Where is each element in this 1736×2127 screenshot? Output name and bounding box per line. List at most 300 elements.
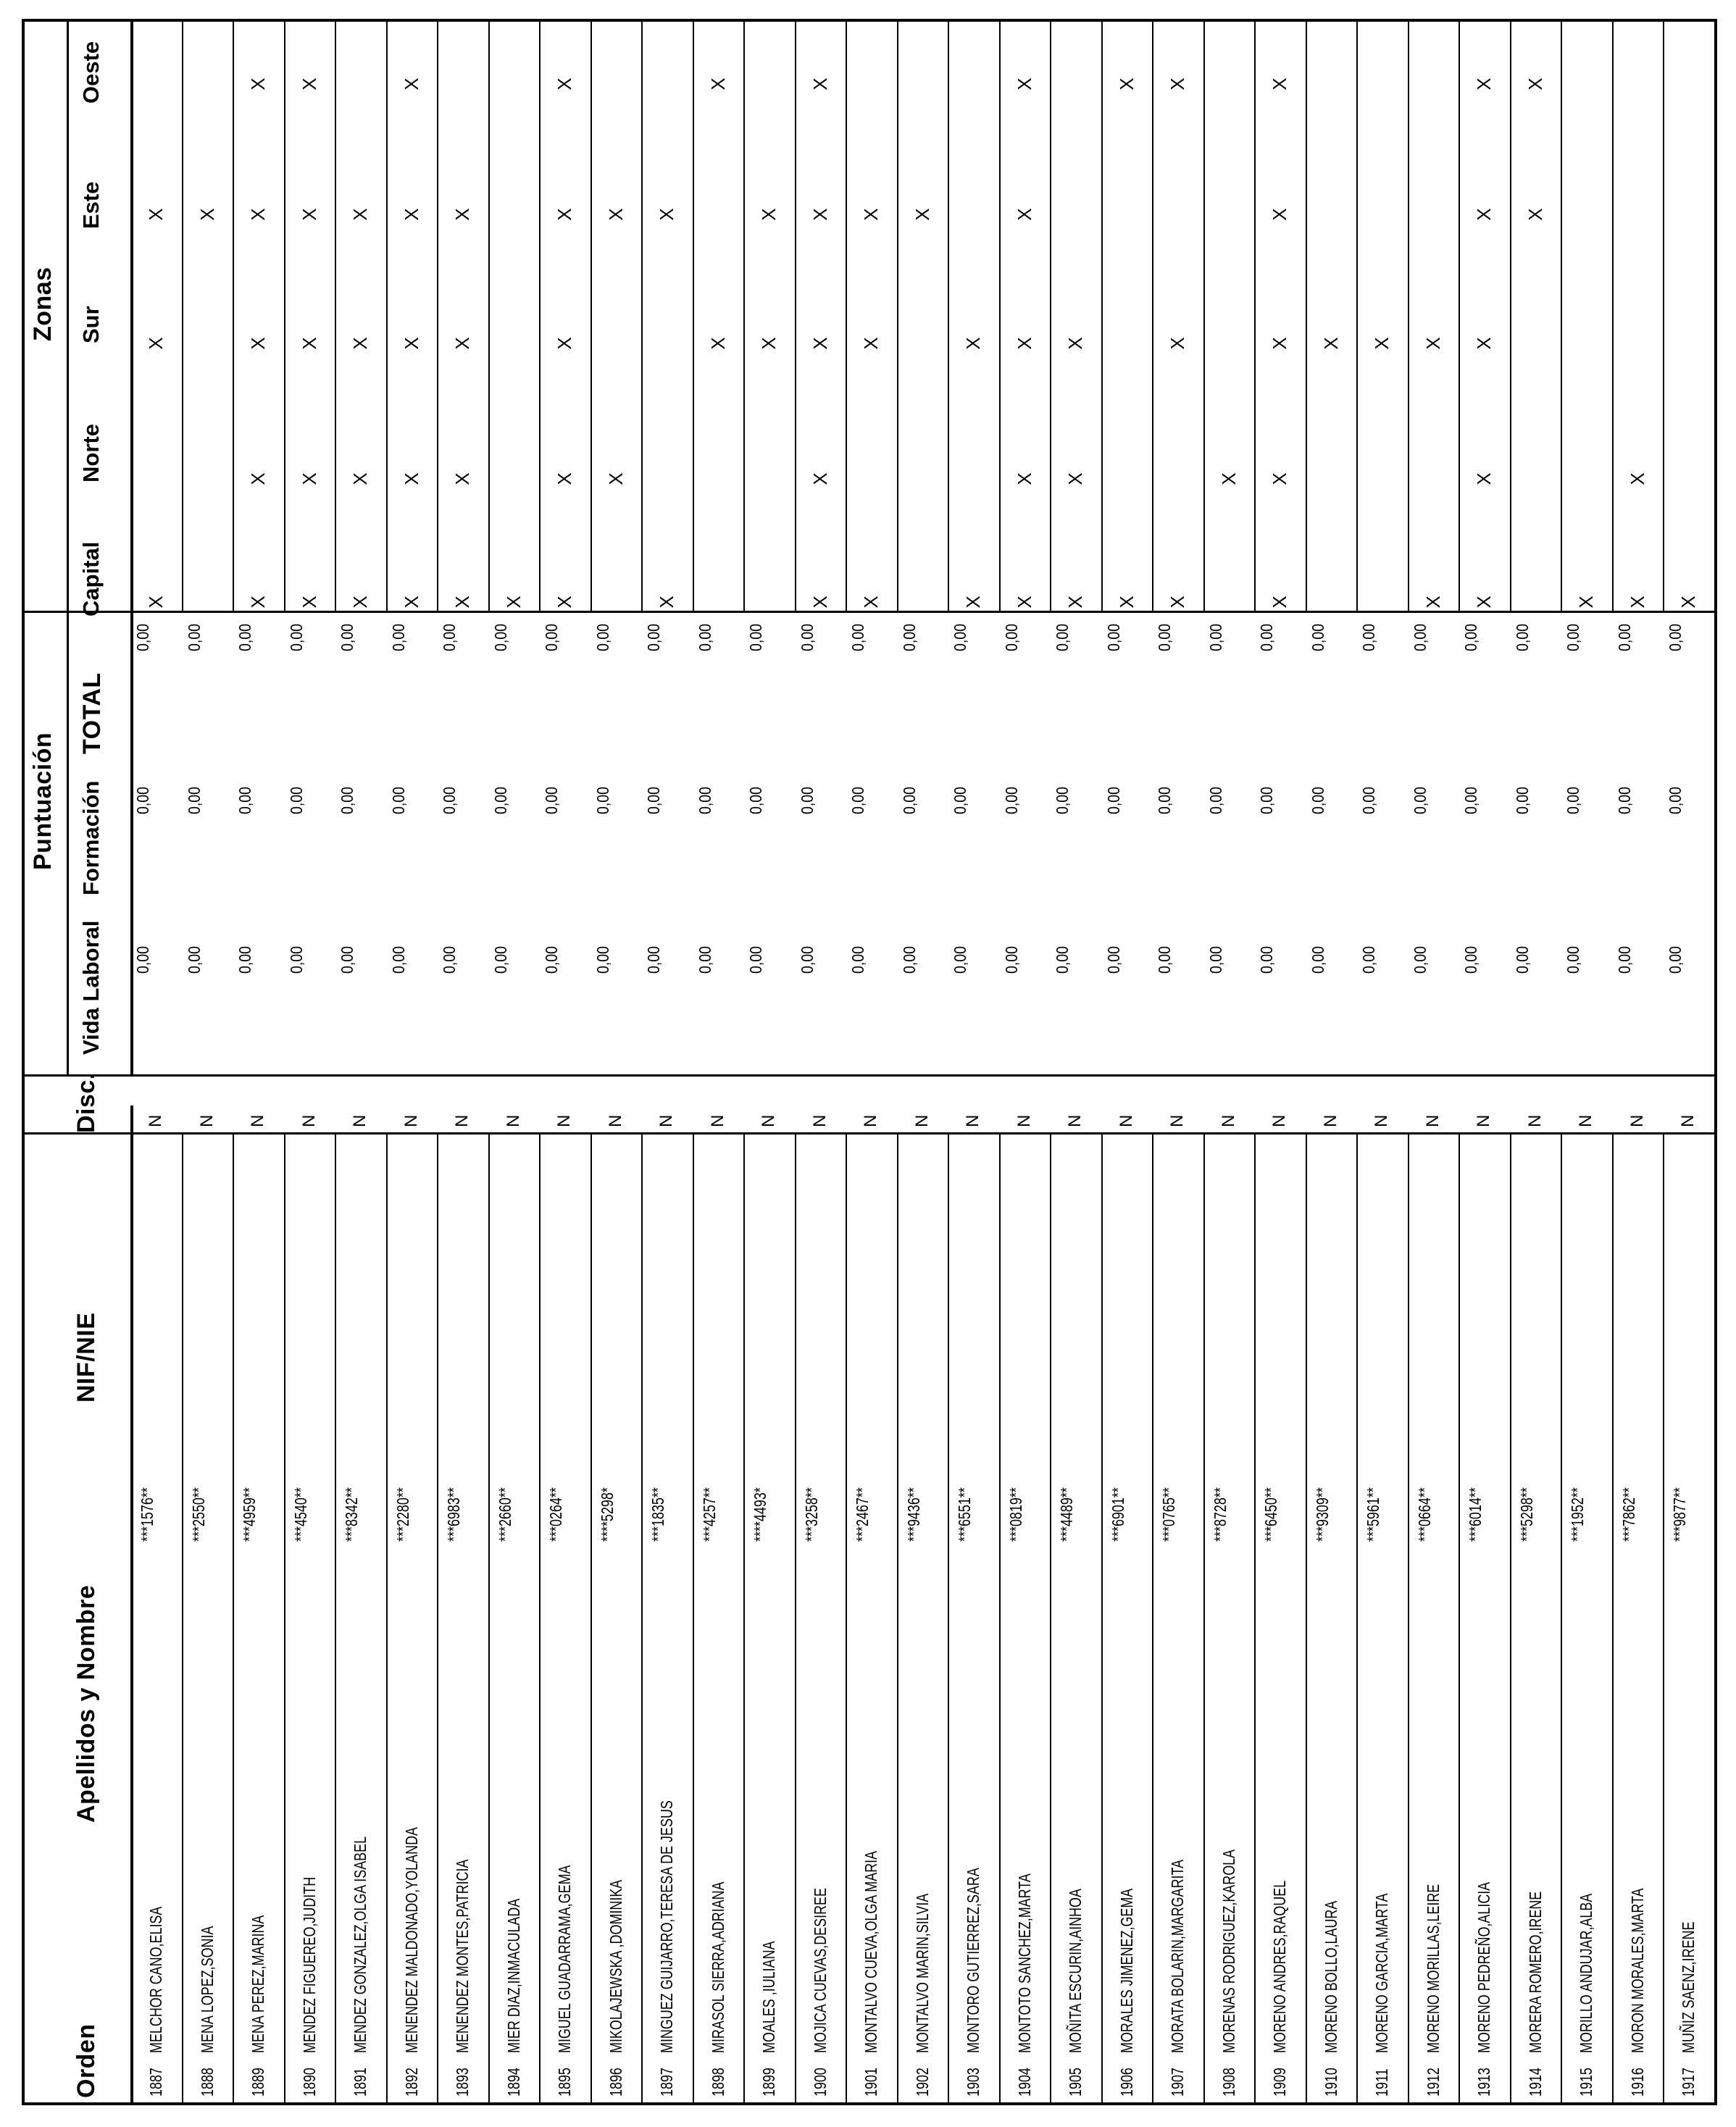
puntuacion-underline bbox=[67, 613, 69, 1077]
header-nif: NIF/NIE bbox=[72, 1312, 100, 1403]
row-disc: N bbox=[452, 1114, 472, 1127]
row-separator bbox=[1050, 1134, 1051, 2105]
row-vida-laboral: 0,00 bbox=[1512, 946, 1532, 974]
row-nombre: MENDEZ FIGUEREO,JUDITH bbox=[299, 1876, 319, 2053]
row-separator bbox=[1254, 19, 1256, 613]
row-formacion: 0,00 bbox=[388, 787, 408, 815]
row-formacion: 0,00 bbox=[286, 787, 306, 815]
row-vida-laboral: 0,00 bbox=[695, 946, 714, 974]
row-zona-sur: X bbox=[1167, 337, 1189, 350]
row-total: 0,00 bbox=[133, 624, 153, 652]
row-vida-laboral: 0,00 bbox=[1053, 946, 1072, 974]
row-separator bbox=[1356, 1134, 1358, 2105]
row-formacion: 0,00 bbox=[848, 787, 868, 815]
row-vida-laboral: 0,00 bbox=[1666, 946, 1685, 974]
row-total: 0,00 bbox=[491, 624, 510, 652]
row-zona-capital: X bbox=[349, 596, 372, 609]
row-separator bbox=[335, 19, 336, 613]
row-nif: ***2467** bbox=[853, 1487, 872, 1542]
row-nombre: MIER DIAZ,INMACULADA bbox=[504, 1898, 523, 2053]
row-total: 0,00 bbox=[1666, 624, 1685, 652]
row-separator bbox=[1663, 19, 1664, 613]
row-disc: N bbox=[963, 1114, 983, 1127]
row-vida-laboral: 0,00 bbox=[184, 946, 204, 974]
row-vida-laboral: 0,00 bbox=[1206, 946, 1225, 974]
row-formacion: 0,00 bbox=[133, 787, 153, 815]
row-separator bbox=[1203, 19, 1205, 613]
row-separator bbox=[386, 19, 388, 613]
row-total: 0,00 bbox=[1461, 624, 1481, 652]
row-disc: N bbox=[350, 1114, 370, 1127]
row-nombre: MORENO ANDRES,RAQUEL bbox=[1270, 1880, 1290, 2053]
row-orden: 1905 bbox=[1066, 2068, 1085, 2097]
row-nif: ***0765** bbox=[1159, 1487, 1179, 1542]
row-separator bbox=[284, 1134, 285, 2105]
row-separator bbox=[1050, 19, 1051, 613]
row-zona-capital: X bbox=[1473, 596, 1495, 609]
header-sur: Sur bbox=[78, 306, 104, 343]
row-zona-capital: X bbox=[1269, 596, 1291, 609]
row-formacion: 0,00 bbox=[1410, 787, 1430, 815]
row-vida-laboral: 0,00 bbox=[1564, 946, 1583, 974]
row-zona-sur: X bbox=[706, 337, 729, 350]
row-zona-este: X bbox=[554, 208, 576, 221]
row-zona-capital: X bbox=[247, 596, 270, 609]
row-nif: ***2660** bbox=[495, 1487, 514, 1542]
row-separator bbox=[539, 19, 541, 613]
row-zona-este: X bbox=[809, 208, 831, 221]
row-nombre: MONTALVO CUEVA,OLGA MARIA bbox=[861, 1850, 881, 2053]
row-zona-este: X bbox=[656, 208, 678, 221]
row-vida-laboral: 0,00 bbox=[848, 946, 868, 974]
row-vida-laboral: 0,00 bbox=[388, 946, 408, 974]
row-formacion: 0,00 bbox=[1666, 787, 1685, 815]
row-zona-este: X bbox=[349, 208, 372, 221]
row-formacion: 0,00 bbox=[1359, 787, 1379, 815]
row-disc: N bbox=[1014, 1114, 1034, 1127]
row-vida-laboral: 0,00 bbox=[1410, 946, 1430, 974]
row-separator bbox=[284, 19, 285, 613]
row-disc: N bbox=[1372, 1114, 1392, 1127]
row-separator bbox=[591, 1134, 592, 2105]
row-orden: 1892 bbox=[401, 2068, 421, 2097]
row-disc: N bbox=[146, 1114, 166, 1127]
row-vida-laboral: 0,00 bbox=[133, 946, 153, 974]
row-total: 0,00 bbox=[1564, 624, 1583, 652]
row-vida-laboral: 0,00 bbox=[1359, 946, 1379, 974]
row-orden: 1891 bbox=[351, 2068, 370, 2097]
row-zona-este: X bbox=[1473, 208, 1495, 221]
row-disc: N bbox=[759, 1114, 779, 1127]
row-nif: ***2280** bbox=[393, 1487, 412, 1542]
row-total: 0,00 bbox=[1308, 624, 1327, 652]
row-separator bbox=[846, 19, 847, 613]
row-formacion: 0,00 bbox=[338, 787, 357, 815]
row-disc: N bbox=[401, 1114, 421, 1127]
row-zona-sur: X bbox=[247, 337, 270, 350]
row-total: 0,00 bbox=[184, 624, 204, 652]
row-formacion: 0,00 bbox=[1614, 787, 1634, 815]
row-vida-laboral: 0,00 bbox=[1614, 946, 1634, 974]
row-orden: 1908 bbox=[1219, 2068, 1238, 2097]
row-orden: 1910 bbox=[1321, 2068, 1340, 2097]
row-nombre: MENA PEREZ,MARINA bbox=[249, 1915, 268, 2053]
row-formacion: 0,00 bbox=[746, 787, 766, 815]
row-nif: ***6014** bbox=[1466, 1487, 1485, 1542]
row-zona-sur: X bbox=[400, 337, 422, 350]
row-zona-sur: X bbox=[962, 337, 985, 350]
row-formacion: 0,00 bbox=[593, 787, 612, 815]
row-orden: 1895 bbox=[555, 2068, 575, 2097]
row-zona-oeste: X bbox=[247, 78, 270, 91]
row-nombre: MIRASOL SIERRA,ADRIANA bbox=[708, 1881, 727, 2053]
header-este: Este bbox=[78, 181, 104, 229]
row-disc: N bbox=[1320, 1114, 1340, 1127]
row-disc: N bbox=[196, 1114, 217, 1127]
row-disc: N bbox=[1065, 1114, 1085, 1127]
row-nombre: MORERA ROMERO,IRENE bbox=[1525, 1891, 1545, 2053]
row-zona-este: X bbox=[247, 208, 270, 221]
row-zona-sur: X bbox=[1473, 337, 1495, 350]
header-apellidos: Apellidos y Nombre bbox=[72, 1584, 100, 1823]
row-separator bbox=[743, 1134, 745, 2105]
row-formacion: 0,00 bbox=[695, 787, 714, 815]
row-disc: N bbox=[1627, 1114, 1647, 1127]
row-vida-laboral: 0,00 bbox=[440, 946, 459, 974]
row-zona-capital: X bbox=[962, 596, 985, 609]
row-nombre: MORENAS RODRIGUEZ,KAROLA bbox=[1219, 1849, 1238, 2053]
row-total: 0,00 bbox=[848, 624, 868, 652]
row-separator bbox=[539, 1134, 541, 2105]
row-zona-capital: X bbox=[1167, 596, 1189, 609]
row-separator bbox=[1101, 19, 1103, 613]
row-total: 0,00 bbox=[1614, 624, 1634, 652]
border-top bbox=[22, 19, 25, 2105]
row-orden: 1901 bbox=[861, 2068, 881, 2097]
row-formacion: 0,00 bbox=[951, 787, 970, 815]
row-vida-laboral: 0,00 bbox=[1103, 946, 1123, 974]
row-formacion: 0,00 bbox=[1461, 787, 1481, 815]
row-separator bbox=[182, 1134, 183, 2105]
row-vida-laboral: 0,00 bbox=[1001, 946, 1021, 974]
row-nombre: MELCHOR CANO,ELISA bbox=[146, 1906, 166, 2053]
row-disc: N bbox=[299, 1114, 319, 1127]
row-total: 0,00 bbox=[1155, 624, 1174, 652]
row-separator bbox=[1612, 19, 1614, 613]
row-zona-sur: X bbox=[860, 337, 882, 350]
row-separator bbox=[1408, 1134, 1409, 2105]
row-total: 0,00 bbox=[899, 624, 919, 652]
row-zona-sur: X bbox=[1269, 337, 1291, 350]
row-separator bbox=[948, 19, 949, 613]
row-vida-laboral: 0,00 bbox=[235, 946, 255, 974]
row-separator bbox=[1561, 1134, 1562, 2105]
row-orden: 1912 bbox=[1423, 2068, 1443, 2097]
row-total: 0,00 bbox=[1410, 624, 1430, 652]
row-zona-oeste: X bbox=[706, 78, 729, 91]
row-disc: N bbox=[605, 1114, 625, 1127]
row-nif: ***2550** bbox=[188, 1487, 208, 1542]
row-separator bbox=[1561, 19, 1562, 613]
row-separator bbox=[1510, 19, 1511, 613]
row-total: 0,00 bbox=[1206, 624, 1225, 652]
row-nombre: MORENO BOLLO,LAURA bbox=[1321, 1900, 1340, 2053]
row-orden: 1913 bbox=[1474, 2068, 1494, 2097]
row-zona-capital: X bbox=[1677, 596, 1700, 609]
border-bottom bbox=[1714, 19, 1717, 2105]
row-total: 0,00 bbox=[695, 624, 714, 652]
row-nif: ***4959** bbox=[240, 1487, 259, 1542]
row-disc: N bbox=[1422, 1114, 1443, 1127]
row-total: 0,00 bbox=[1512, 624, 1532, 652]
row-orden: 1888 bbox=[197, 2068, 217, 2097]
row-formacion: 0,00 bbox=[184, 787, 204, 815]
row-zona-norte: X bbox=[809, 472, 831, 485]
row-zona-sur: X bbox=[809, 337, 831, 350]
row-orden: 1902 bbox=[912, 2068, 932, 2097]
row-zona-capital: X bbox=[1064, 596, 1087, 609]
row-zona-capital: X bbox=[1575, 596, 1598, 609]
row-separator bbox=[1356, 19, 1358, 613]
row-disc: N bbox=[861, 1114, 881, 1127]
row-total: 0,00 bbox=[440, 624, 459, 652]
row-nif: ***4257** bbox=[699, 1487, 719, 1542]
row-nif: ***8728** bbox=[1210, 1487, 1230, 1542]
row-disc: N bbox=[809, 1114, 830, 1127]
row-formacion: 0,00 bbox=[1257, 787, 1277, 815]
row-zona-norte: X bbox=[554, 472, 576, 485]
zonas-underline bbox=[67, 19, 69, 613]
row-orden: 1911 bbox=[1372, 2068, 1392, 2097]
row-zona-capital: X bbox=[400, 596, 422, 609]
row-zona-este: X bbox=[298, 208, 320, 221]
row-zona-sur: X bbox=[1371, 337, 1393, 350]
row-nif: ***5298** bbox=[1516, 1487, 1536, 1542]
row-zona-norte: X bbox=[604, 472, 627, 485]
row-separator bbox=[693, 1134, 694, 2105]
row-zona-norte: X bbox=[298, 472, 320, 485]
header-norte: Norte bbox=[78, 424, 104, 482]
row-zona-este: X bbox=[145, 208, 167, 221]
row-zona-sur: X bbox=[1013, 337, 1035, 350]
divider-nif-disc bbox=[22, 1132, 1714, 1134]
row-disc: N bbox=[503, 1114, 523, 1127]
row-orden: 1896 bbox=[606, 2068, 625, 2097]
row-zona-sur: X bbox=[451, 337, 474, 350]
row-separator bbox=[488, 19, 490, 613]
row-zona-este: X bbox=[860, 208, 882, 221]
row-disc: N bbox=[248, 1114, 268, 1127]
row-zona-sur: X bbox=[554, 337, 576, 350]
row-formacion: 0,00 bbox=[1001, 787, 1021, 815]
row-total: 0,00 bbox=[746, 624, 766, 652]
row-separator bbox=[795, 1134, 796, 2105]
row-zona-este: X bbox=[1269, 208, 1291, 221]
row-disc: N bbox=[1678, 1114, 1698, 1127]
row-vida-laboral: 0,00 bbox=[644, 946, 664, 974]
row-disc: N bbox=[707, 1114, 727, 1127]
row-nif: ***9436** bbox=[904, 1487, 923, 1542]
row-total: 0,00 bbox=[1257, 624, 1277, 652]
row-nombre: MORATA BOLARIN,MARGARITA bbox=[1168, 1859, 1188, 2053]
row-zona-norte: X bbox=[400, 472, 422, 485]
row-nombre: MIGUEL GUADARRAMA,GEMA bbox=[555, 1865, 575, 2053]
row-separator bbox=[1306, 19, 1307, 613]
row-vida-laboral: 0,00 bbox=[1155, 946, 1174, 974]
row-zona-sur: X bbox=[1422, 337, 1444, 350]
header-puntuacion: Puntuación bbox=[29, 732, 57, 870]
row-nombre: MIKOLAJEWSKA ,DOMINIKA bbox=[606, 1879, 625, 2053]
row-zona-este: X bbox=[911, 208, 933, 221]
row-zona-oeste: X bbox=[1269, 78, 1291, 91]
row-separator bbox=[795, 19, 796, 613]
row-zona-norte: X bbox=[451, 472, 474, 485]
row-nif: ***7862** bbox=[1619, 1487, 1638, 1542]
row-formacion: 0,00 bbox=[1155, 787, 1174, 815]
row-total: 0,00 bbox=[644, 624, 664, 652]
row-nombre: MENDEZ GONZALEZ,OLGA ISABEL bbox=[351, 1836, 370, 2053]
row-separator bbox=[846, 1134, 847, 2105]
row-total: 0,00 bbox=[593, 624, 612, 652]
row-zona-capital: X bbox=[1422, 596, 1444, 609]
row-vida-laboral: 0,00 bbox=[542, 946, 562, 974]
row-orden: 1906 bbox=[1117, 2068, 1136, 2097]
row-disc: N bbox=[1269, 1114, 1290, 1127]
row-formacion: 0,00 bbox=[235, 787, 255, 815]
row-separator bbox=[488, 1134, 490, 2105]
row-separator bbox=[1306, 1134, 1307, 2105]
row-nombre: MORENO MORILLAS,LEIRE bbox=[1423, 1884, 1443, 2053]
row-orden: 1893 bbox=[453, 2068, 472, 2097]
row-separator bbox=[1254, 1134, 1256, 2105]
row-formacion: 0,00 bbox=[1206, 787, 1225, 815]
row-orden: 1915 bbox=[1577, 2068, 1596, 2097]
row-total: 0,00 bbox=[286, 624, 306, 652]
row-zona-norte: X bbox=[1626, 472, 1648, 485]
row-nif: ***6551** bbox=[955, 1487, 975, 1542]
row-total: 0,00 bbox=[1359, 624, 1379, 652]
row-separator bbox=[182, 19, 183, 613]
row-formacion: 0,00 bbox=[542, 787, 562, 815]
row-nombre: MONTORO GUTIERREZ,SARA bbox=[964, 1868, 983, 2053]
row-separator bbox=[335, 1134, 336, 2105]
row-separator bbox=[233, 19, 234, 613]
row-orden: 1889 bbox=[249, 2068, 268, 2097]
row-vida-laboral: 0,00 bbox=[899, 946, 919, 974]
row-formacion: 0,00 bbox=[440, 787, 459, 815]
row-zona-este: X bbox=[451, 208, 474, 221]
row-disc: N bbox=[1474, 1114, 1494, 1127]
row-separator bbox=[1459, 1134, 1460, 2105]
row-nif: ***6983** bbox=[444, 1487, 464, 1542]
row-separator bbox=[999, 19, 1001, 613]
row-zona-oeste: X bbox=[554, 78, 576, 91]
row-total: 0,00 bbox=[1103, 624, 1123, 652]
row-formacion: 0,00 bbox=[797, 787, 817, 815]
row-zona-capital: X bbox=[1626, 596, 1648, 609]
row-zona-oeste: X bbox=[400, 78, 422, 91]
row-separator bbox=[897, 1134, 898, 2105]
row-vida-laboral: 0,00 bbox=[1461, 946, 1481, 974]
row-nombre: MORON MORALES,MARTA bbox=[1627, 1888, 1647, 2053]
row-zona-sur: X bbox=[298, 337, 320, 350]
row-zona-norte: X bbox=[1269, 472, 1291, 485]
row-formacion: 0,00 bbox=[1103, 787, 1123, 815]
row-zona-capital: X bbox=[451, 596, 474, 609]
row-vida-laboral: 0,00 bbox=[951, 946, 970, 974]
row-nombre: MENENDEZ MONTES,PATRICIA bbox=[453, 1859, 472, 2053]
row-zona-capital: X bbox=[860, 596, 882, 609]
row-nif: ***6901** bbox=[1108, 1487, 1127, 1542]
row-orden: 1897 bbox=[657, 2068, 677, 2097]
row-orden: 1887 bbox=[146, 2068, 166, 2097]
row-nombre: MORALES JIMENEZ,GEMA bbox=[1117, 1888, 1136, 2053]
row-formacion: 0,00 bbox=[644, 787, 664, 815]
row-zona-norte: X bbox=[1217, 472, 1240, 485]
row-vida-laboral: 0,00 bbox=[1308, 946, 1327, 974]
row-nif: ***9877** bbox=[1670, 1487, 1690, 1542]
row-zona-norte: X bbox=[1473, 472, 1495, 485]
row-separator bbox=[693, 19, 694, 613]
row-nif: ***9309** bbox=[1312, 1487, 1332, 1542]
row-formacion: 0,00 bbox=[491, 787, 510, 815]
row-formacion: 0,00 bbox=[1564, 787, 1583, 815]
row-zona-sur: X bbox=[758, 337, 780, 350]
row-separator bbox=[999, 1134, 1001, 2105]
row-zona-norte: X bbox=[247, 472, 270, 485]
row-nombre: MUÑIZ SAENZ,IRENE bbox=[1679, 1921, 1698, 2053]
row-zona-oeste: X bbox=[1473, 78, 1495, 91]
row-separator bbox=[641, 1134, 643, 2105]
row-separator bbox=[386, 1134, 388, 2105]
row-separator bbox=[437, 1134, 438, 2105]
row-zona-este: X bbox=[604, 208, 627, 221]
row-zona-capital: X bbox=[298, 596, 320, 609]
row-orden: 1916 bbox=[1627, 2068, 1647, 2097]
row-vida-laboral: 0,00 bbox=[593, 946, 612, 974]
row-separator bbox=[1663, 1134, 1664, 2105]
row-nombre: MORENO GARCIA,MARTA bbox=[1372, 1893, 1392, 2053]
row-zona-este: X bbox=[1013, 208, 1035, 221]
row-nombre: MOÑITA ESCURIN,AINHOA bbox=[1066, 1889, 1085, 2053]
row-zona-sur: X bbox=[145, 337, 167, 350]
row-orden: 1903 bbox=[964, 2068, 983, 2097]
header-disc: Disc. bbox=[72, 1072, 100, 1133]
row-zona-oeste: X bbox=[1013, 78, 1035, 91]
row-zona-norte: X bbox=[349, 472, 372, 485]
row-nif: ***0819** bbox=[1006, 1487, 1025, 1542]
header-line-right bbox=[130, 19, 133, 1077]
row-orden: 1917 bbox=[1679, 2068, 1698, 2097]
row-zona-norte: X bbox=[1064, 472, 1087, 485]
row-nif: ****4493* bbox=[751, 1487, 770, 1542]
row-disc: N bbox=[1524, 1114, 1545, 1127]
row-formacion: 0,00 bbox=[1512, 787, 1532, 815]
row-disc: N bbox=[1116, 1114, 1136, 1127]
row-total: 0,00 bbox=[1001, 624, 1021, 652]
row-zona-capital: X bbox=[1115, 596, 1138, 609]
row-nombre: MORENO PEDREÑO,ALICIA bbox=[1474, 1881, 1494, 2053]
row-nif: ***8342** bbox=[342, 1487, 362, 1542]
row-total: 0,00 bbox=[797, 624, 817, 652]
row-nif: ***6450** bbox=[1261, 1487, 1281, 1542]
row-nif: ****5298* bbox=[597, 1487, 617, 1542]
row-disc: N bbox=[1167, 1114, 1188, 1127]
row-separator bbox=[897, 19, 898, 613]
row-separator bbox=[1510, 1134, 1511, 2105]
header-total: TOTAL bbox=[78, 672, 106, 754]
row-separator bbox=[1101, 1134, 1103, 2105]
